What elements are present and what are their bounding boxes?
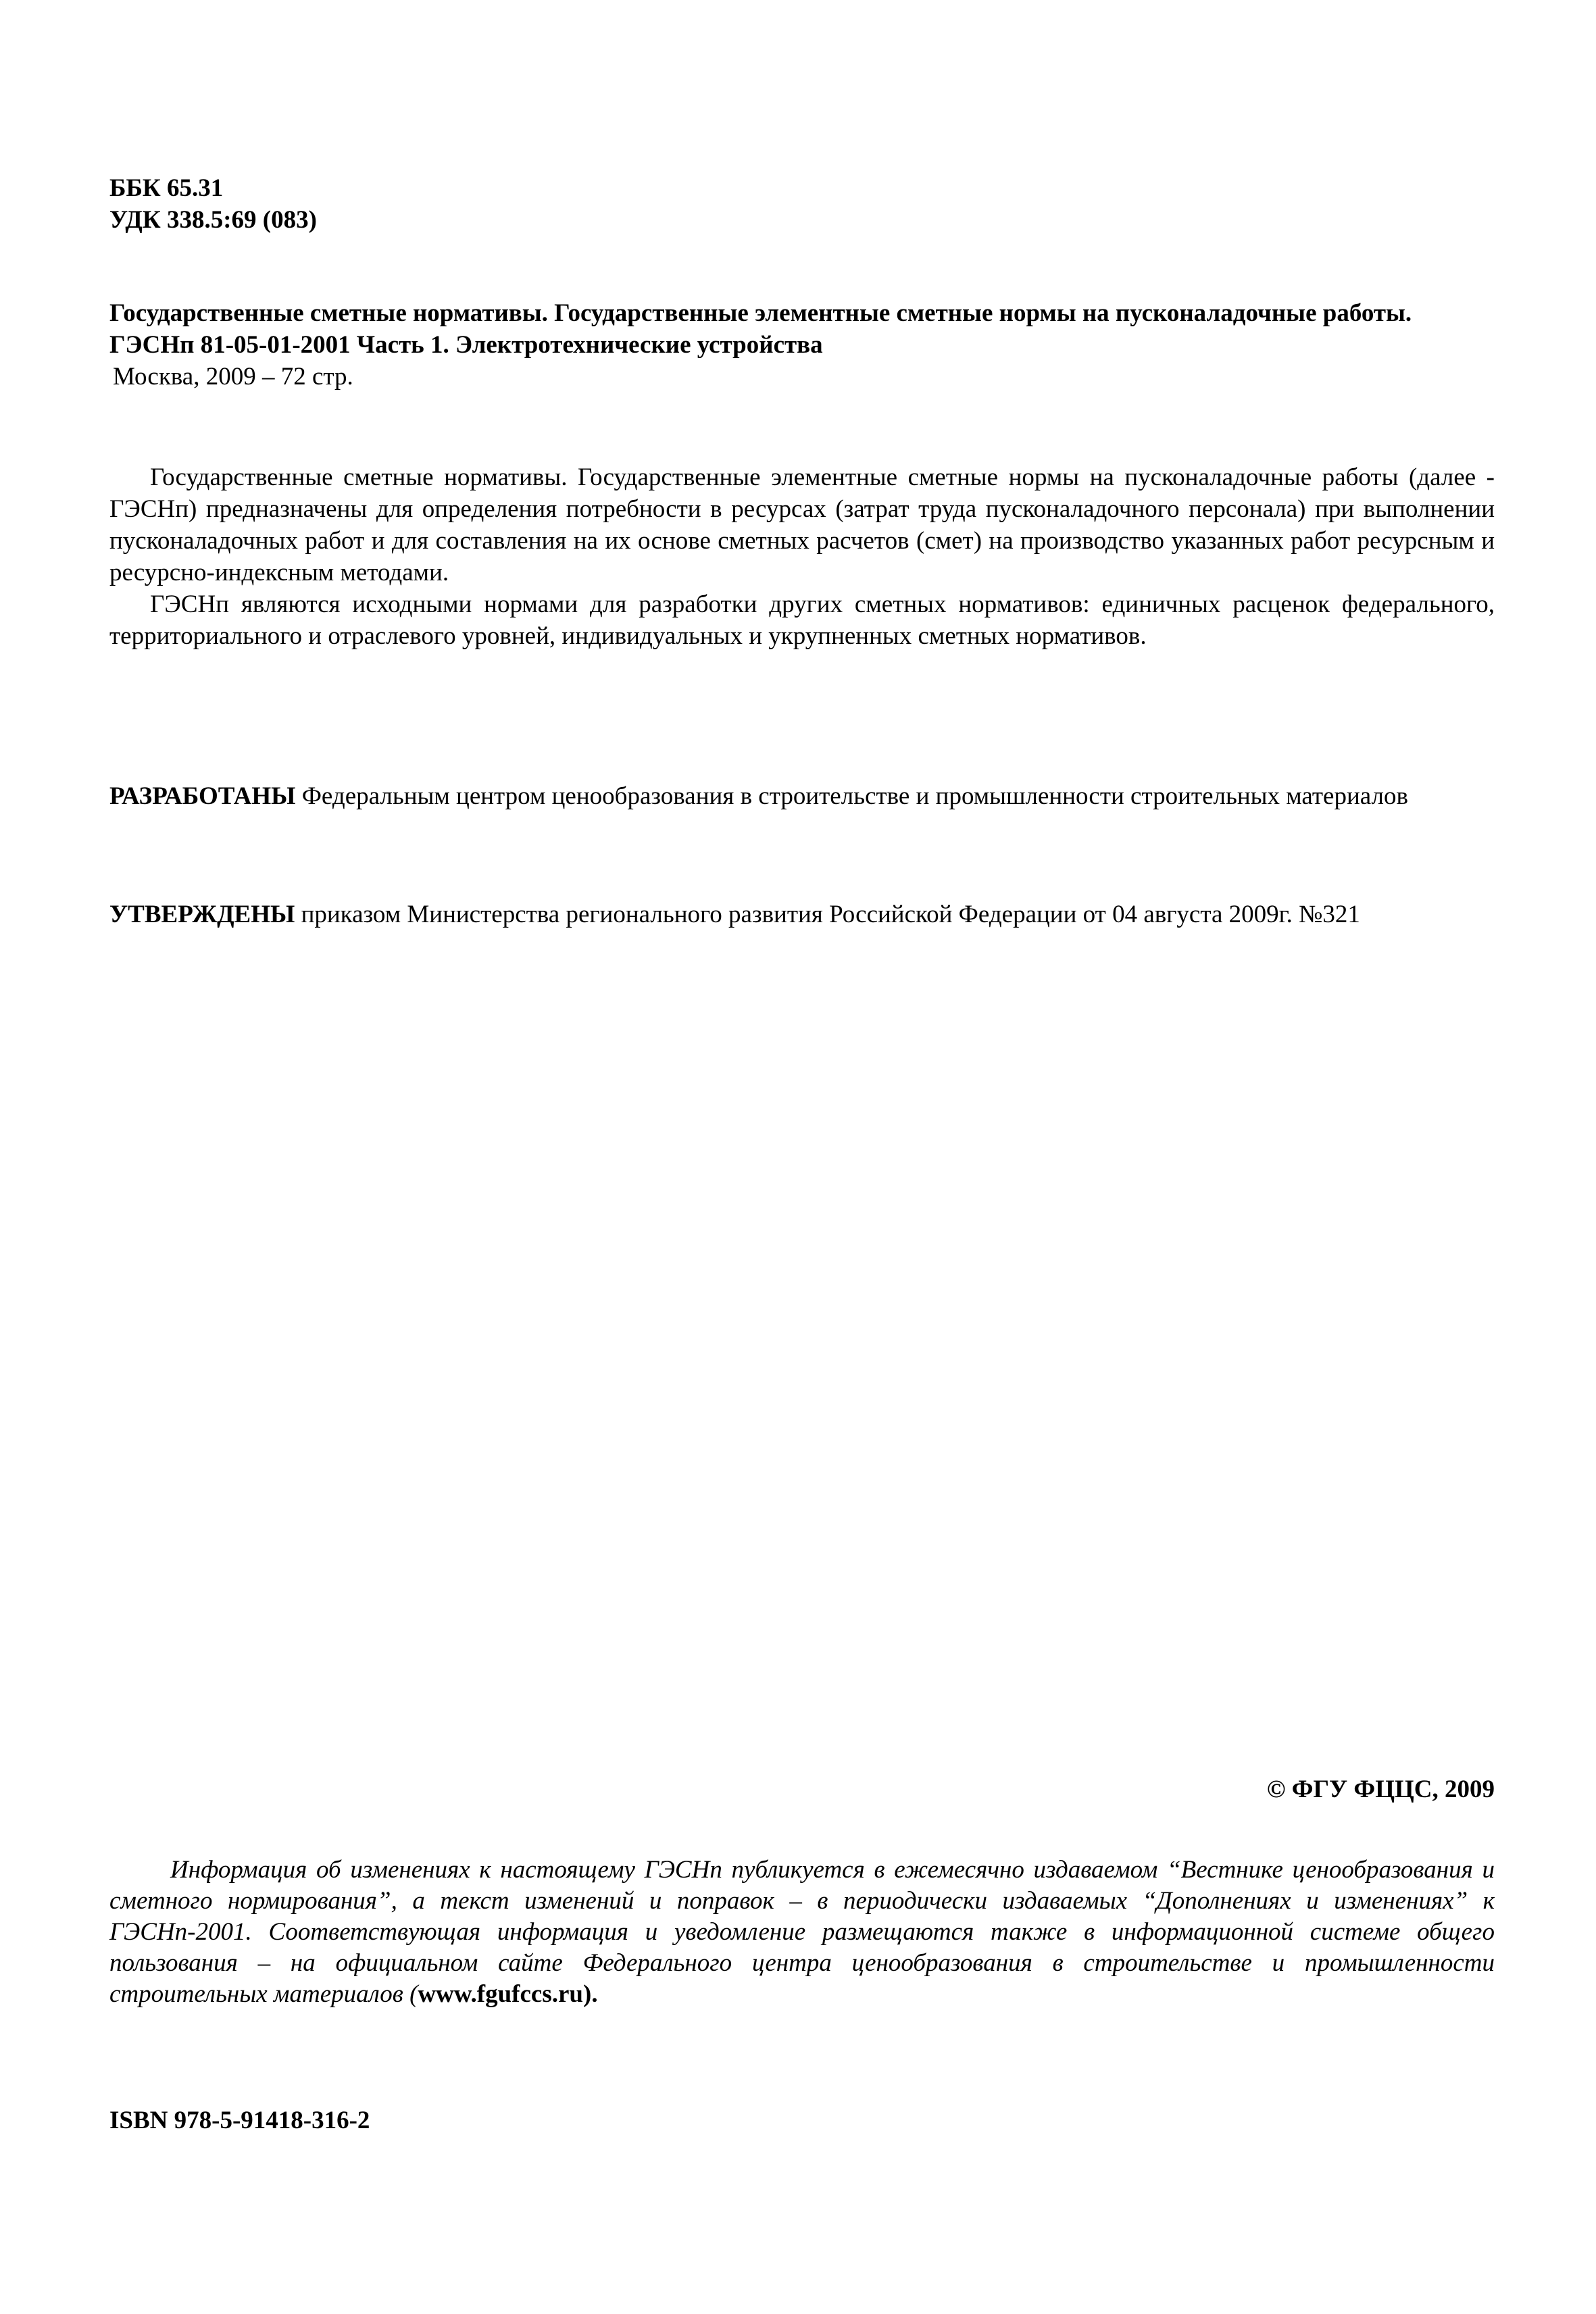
developed-by-statement [109, 780, 1495, 812]
approved-by-text: приказом Министерства регионального развития Российской Федерации от 04 августа 2009г. №321 [301, 901, 1360, 928]
developed-by [109, 780, 1495, 812]
developed-by-text: Федеральным центром ценообразования в строительстве и промышленности строительных материалов [301, 782, 1408, 810]
amendments-info-text: Информация об изменениях к настоящему ГЭСНп публикуется в ежемесячно издаваемом “Вестнике ценообразования и сметного нормирования”, а текст изменений и поправок – в периодически издаваемых “Дополнениях и изменениях” к ГЭСНп-2001. Соответствующая информация и уведомление размещаются также в информационной системе общего пользования – на официальном сайте Федерального центра ценообразования в строительстве и промышленности строительных материалов ( [109, 1856, 1495, 2008]
website-link[interactable]: www.fgufccs.ru [418, 1980, 583, 2008]
amendments-info-note [109, 1855, 1495, 2010]
publication-imprint: Москва, 2009 – 72 стр. [113, 363, 353, 391]
copyright-notice: © ФГУ ФЦЦС, 2009 [1266, 1776, 1495, 1803]
udk-code: УДК 338.5:69 (083) [109, 206, 317, 234]
isbn-number: ISBN 978-5-91418-316-2 [109, 2107, 370, 2134]
amendments-info-paragraph [109, 1855, 1495, 2010]
publication-title: Государственные сметные нормативы. Государственные элементные сметные нормы на пусконаладочные работы. [109, 299, 1412, 327]
classification-codes [109, 172, 1495, 236]
approved-by-label: УТВЕРЖДЕНЫ [109, 901, 295, 928]
amendments-info-closing: ). [583, 1980, 598, 2008]
abstract-paragraph-2: ГЭСНп являются исходными нормами для разработки других сметных нормативов: единичных расценок федерального, территориального и отраслевого уровней, индивидуальных и укрупненных сметных нормативов. [109, 590, 1495, 650]
bbk-code: ББК 65.31 [109, 174, 224, 202]
approved-by-statement [109, 899, 1495, 930]
publication-code: ГЭСНп 81-05-01-2001 Часть 1. Электротехнические устройства [109, 331, 823, 359]
developed-by-label: РАЗРАБОТАНЫ [109, 782, 296, 810]
bibliographic-record [109, 297, 1495, 393]
approved-by [109, 899, 1495, 930]
abstract [109, 461, 1495, 652]
abstract-paragraph-1: Государственные сметные нормативы. Государственные элементные сметные нормы на пусконаладочные работы (далее - ГЭСНп) предназначены для определения потребности в ресурсах (затрат труда пусконаладочного персонала) при выполнении пусконаладочных работ и для составления на их основе сметных расчетов (смет) на производство указанных работ ресурсным и ресурсно-индексным методами. [109, 463, 1495, 586]
